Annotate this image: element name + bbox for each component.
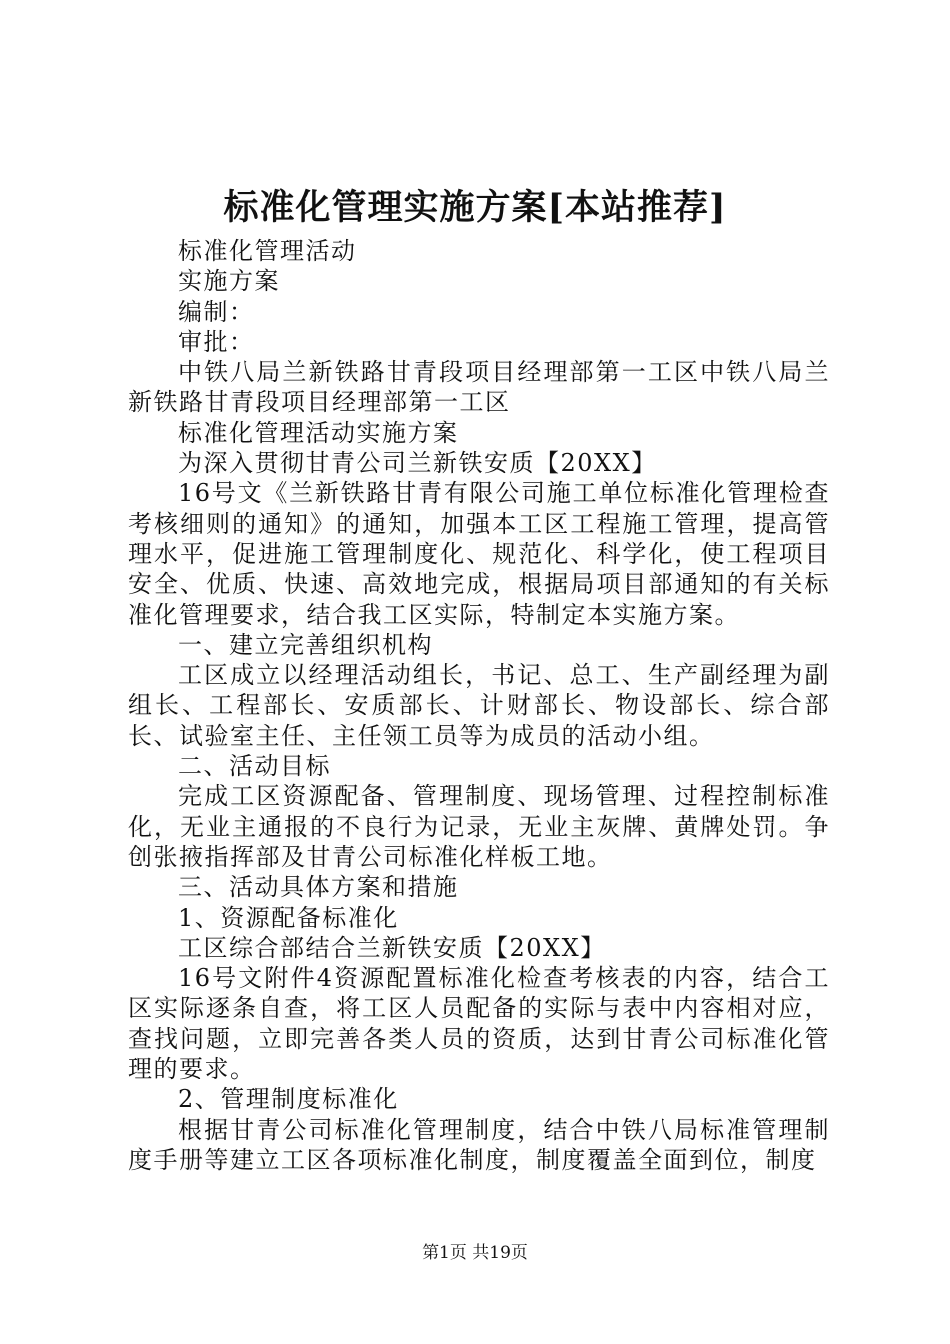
paragraph: 为深入贯彻甘青公司兰新铁安质【20XX】: [178, 449, 657, 478]
paragraph: 16号文附件4资源配置标准化检查考核表的内容，结合工区实际逐条自查，将工区人员配备的实际与表中内容相对应，查找问题，立即完善各类人员的资质，达到甘青公司标准化管理的要求。: [128, 964, 830, 1084]
subsection-heading: 2、管理制度标准化: [178, 1085, 399, 1114]
document-title: 标准化管理实施方案[本站推荐]: [223, 187, 727, 228]
document-body: [128, 236, 830, 1175]
page-number-footer: 第1页 共19页: [422, 1243, 528, 1263]
paragraph: 根据甘青公司标准化管理制度，结合中铁八局标准管理制度手册等建立工区各项标准化制度，制度覆盖全面到位，制度: [128, 1115, 830, 1174]
section-heading: 一、建立完善组织机构: [178, 630, 433, 659]
subsection-heading: 1、资源配备标准化: [178, 903, 399, 932]
paragraph: 实施方案: [178, 267, 280, 296]
paragraph: 工区综合部结合兰新铁安质【20XX】: [178, 933, 606, 962]
paragraph: 标准化管理活动: [178, 237, 357, 265]
paragraph: 审批：: [178, 327, 255, 356]
section-heading: 三、活动具体方案和措施: [178, 873, 459, 902]
paragraph: 标准化管理活动实施方案: [178, 418, 459, 447]
paragraph: 编制：: [178, 297, 255, 326]
paragraph: 完成工区资源配备、管理制度、现场管理、过程控制标准化，无业主通报的不良行为记录，无业主灰牌、黄牌处罚。争创张掖指挥部及甘青公司标准化样板工地。: [128, 782, 830, 871]
paragraph: 工区成立以经理活动组长，书记、总工、生产副经理为副组长、工程部长、安质部长、计财部长、物设部长、综合部长、试验室主任、主任领工员等为成员的活动小组。: [128, 661, 830, 750]
paragraph: 16号文《兰新铁路甘青有限公司施工单位标准化管理检查考核细则的通知》的通知，加强本工区工程施工管理，提高管理水平，促进施工管理制度化、规范化、科学化，使工程项目安全、优质、快速、高效地完成，根据局项目部通知的有关标准化管理要求，结合我工区实际，特制定本实施方案。: [128, 479, 830, 629]
paragraph: 中铁八局兰新铁路甘青段项目经理部第一工区中铁八局兰新铁路甘青段项目经理部第一工区: [128, 358, 830, 417]
section-heading: 二、活动目标: [178, 752, 331, 781]
